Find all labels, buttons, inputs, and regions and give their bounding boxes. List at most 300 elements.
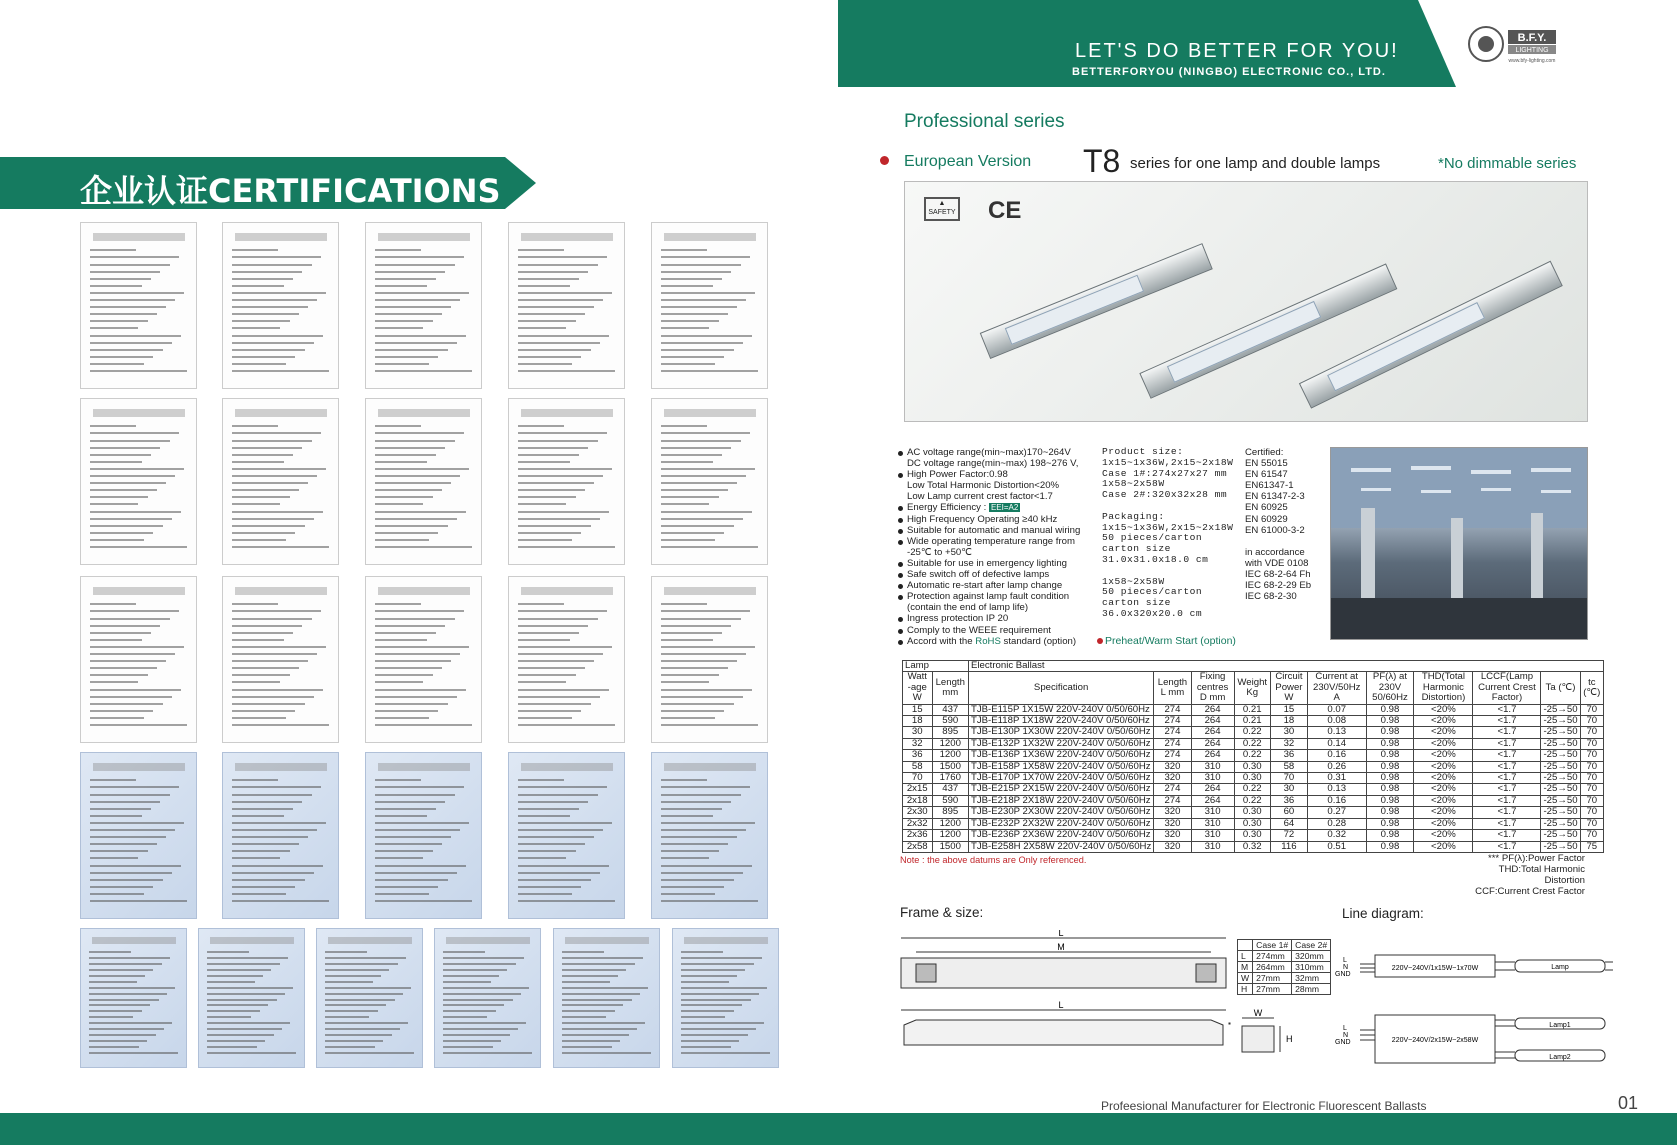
product-size-line: carton size [1102, 543, 1171, 555]
table-cell: <1.7 [1473, 818, 1541, 829]
table-cell: 0.16 [1307, 795, 1366, 806]
logo-text: B.F.Y. [1517, 32, 1547, 44]
table-header-cell: LCCF(Lamp Current Crest Factor) [1473, 672, 1541, 704]
table-cell: 264 [1191, 727, 1234, 738]
certified-line: EN 61347-2-3 [1245, 491, 1305, 503]
ce-mark: CE [988, 197, 1022, 224]
table-cell: 70 [1580, 727, 1603, 738]
certificate-thumbnail [80, 752, 197, 919]
table-cell: 70 [1580, 716, 1603, 727]
table-cell: 0.98 [1366, 738, 1414, 749]
table-header-cell: Length mm [932, 672, 968, 704]
table-cell: 2x36 [903, 830, 933, 841]
table-cell: -25→50 [1541, 750, 1580, 761]
table-header-cell: Length L mm [1154, 672, 1191, 704]
table-cell: 0.30 [1234, 818, 1270, 829]
table-header-cell: Ta (℃) [1541, 672, 1580, 704]
table-cell: <1.7 [1473, 784, 1541, 795]
certified-line: EN61347-1 [1245, 480, 1294, 492]
definition-ccf: CCF:Current Crest Factor [1475, 886, 1585, 897]
table-cell: 264 [1191, 795, 1234, 806]
product-size-line: 1x58~2x58W [1102, 575, 1165, 587]
certificate-thumbnail [316, 928, 423, 1068]
table-cell: 895 [932, 807, 968, 818]
table-cell: 1200 [932, 738, 968, 749]
table-header-cell: Current at 230V/50Hz A [1307, 672, 1366, 704]
table-note: Note : the above datums are Only referenced. [900, 855, 1087, 865]
case-cell: 28mm [1292, 984, 1331, 995]
certifications-title: 企业认证CERTIFICATIONS [80, 172, 501, 210]
table-row [903, 750, 1604, 761]
table-header-cell: Watt -age W [903, 672, 933, 704]
table-cell: TJB-E218P 2X18W 220V-240V 0/50/60Hz [969, 795, 1154, 806]
table-cell: 0.98 [1366, 818, 1414, 829]
safety-approval-logo: ▲ SAFETY [924, 197, 960, 221]
table-cell: -25→50 [1541, 841, 1580, 852]
table-cell: 320 [1154, 807, 1191, 818]
table-cell: <20% [1414, 704, 1473, 715]
table-cell: <1.7 [1473, 704, 1541, 715]
table-cell: 0.98 [1366, 841, 1414, 852]
table-row [903, 773, 1604, 784]
table-cell: 70 [1580, 807, 1603, 818]
table-cell: <1.7 [1473, 750, 1541, 761]
table-cell: TJB-E232P 2X32W 220V-240V 0/50/60Hz [969, 818, 1154, 829]
case-cell: L [1238, 951, 1253, 962]
table-cell: 264 [1191, 784, 1234, 795]
table-cell: <1.7 [1473, 795, 1541, 806]
table-cell: 36 [1270, 750, 1307, 761]
case-header-cell: Case 1# [1253, 940, 1292, 951]
table-cell: 320 [1154, 761, 1191, 772]
input-n: N [1343, 964, 1349, 971]
certificate-thumbnail [508, 752, 625, 919]
input-gnd: GND [1335, 971, 1351, 978]
certificate-thumbnail [80, 576, 197, 743]
table-row [903, 841, 1604, 852]
table-cell: 274 [1154, 784, 1191, 795]
dim-l2: L [1058, 1000, 1064, 1010]
table-cell: 1200 [932, 750, 968, 761]
table-cell: 2x15 [903, 784, 933, 795]
version-label: European Version [904, 153, 1032, 170]
table-cell: 274 [1154, 704, 1191, 715]
input-l: L [1343, 957, 1347, 964]
table-cell: 0.08 [1307, 716, 1366, 727]
table-cell: <20% [1414, 716, 1473, 727]
table-cell: 895 [932, 727, 968, 738]
table-cell: 0.98 [1366, 704, 1414, 715]
certified-line: IEC 68-2-29 Eb [1245, 580, 1312, 592]
table-cell: 70 [1580, 704, 1603, 715]
table-cell: 0.30 [1234, 807, 1270, 818]
table-cell: TJB-E130P 1X30W 220V-240V 0/50/60Hz [969, 727, 1154, 738]
table-cell: 75 [1580, 841, 1603, 852]
table-cell: 0.14 [1307, 738, 1366, 749]
table-cell: 15 [903, 704, 933, 715]
table-cell: 0.07 [1307, 704, 1366, 715]
table-cell: <20% [1414, 841, 1473, 852]
table-cell: 0.98 [1366, 807, 1414, 818]
table-row [903, 818, 1604, 829]
table-cell: 264 [1191, 716, 1234, 727]
certified-line: IEC 68-2-30 [1245, 591, 1297, 603]
energy-badge: EEI=A2 [990, 503, 1019, 513]
table-cell: 0.13 [1307, 727, 1366, 738]
table-cell: TJB-E170P 1X70W 220V-240V 0/50/60Hz [969, 773, 1154, 784]
case-cell: 274mm [1253, 951, 1292, 962]
footer-text: Profeesional Manufacturer for Electronic Fluorescent Ballasts [1101, 1099, 1427, 1113]
table-cell: 60 [1270, 807, 1307, 818]
table-row [903, 795, 1604, 806]
product-size-line: Case 1#:274x27x27 mm [1102, 467, 1228, 479]
table-cell: TJB-E118P 1X18W 220V-240V 0/50/60Hz [969, 716, 1154, 727]
certificate-thumbnail [434, 928, 541, 1068]
table-cell: <1.7 [1473, 738, 1541, 749]
slogan: LET'S DO BETTER FOR YOU! [1075, 40, 1399, 62]
table-row [903, 807, 1604, 818]
table-header-cell: Weight Kg [1234, 672, 1270, 704]
table-group-ballast: Electronic Ballast [969, 661, 1604, 672]
input-gnd: GND [1335, 1039, 1351, 1046]
table-cell: 264 [1191, 738, 1234, 749]
table-cell: 274 [1154, 716, 1191, 727]
table-cell: 58 [1270, 761, 1307, 772]
table-cell: 590 [932, 716, 968, 727]
certificate-thumbnail [80, 928, 187, 1068]
certified-line: with VDE 0108 [1245, 557, 1309, 569]
certificate-thumbnail [222, 222, 339, 389]
feature-item: Automatic re-start after lamp change [898, 580, 1098, 591]
table-cell: <1.7 [1473, 773, 1541, 784]
logo-url: www.bfy-lighting.com [1508, 58, 1556, 64]
product-size-line: Product size: [1102, 446, 1184, 457]
table-cell: <20% [1414, 795, 1473, 806]
table-cell: 320 [1154, 830, 1191, 841]
dim-h: H [1286, 1034, 1292, 1044]
table-cell: 32 [1270, 738, 1307, 749]
certificate-thumbnail [365, 222, 482, 389]
feature-list [898, 447, 1098, 647]
table-cell: 310 [1191, 761, 1234, 772]
definitions [1460, 853, 1585, 897]
table-cell: 70 [1580, 750, 1603, 761]
bullet-dot [880, 156, 889, 165]
table-cell: 70 [903, 773, 933, 784]
table-cell: 274 [1154, 738, 1191, 749]
product-size-line: 36.0x320x20.0 cm [1102, 607, 1203, 619]
certificate-thumbnail [553, 928, 660, 1068]
table-cell: 18 [1270, 716, 1307, 727]
table-cell: 310 [1191, 807, 1234, 818]
certificate-thumbnail [508, 576, 625, 743]
table-cell: 70 [1580, 738, 1603, 749]
table-cell: 274 [1154, 750, 1191, 761]
table-cell: <20% [1414, 761, 1473, 772]
table-cell: <1.7 [1473, 807, 1541, 818]
table-cell: 320 [1154, 773, 1191, 784]
table-cell: <20% [1414, 784, 1473, 795]
line-diagram [1335, 950, 1615, 1065]
certificate-thumbnail [365, 398, 482, 565]
table-cell: 0.30 [1234, 761, 1270, 772]
table-header-cell: THD(Total Harmonic Distortion) [1414, 672, 1473, 704]
product-size-line: carton size [1102, 597, 1171, 609]
table-header-cell: Specification [969, 672, 1154, 704]
table-cell: <20% [1414, 807, 1473, 818]
table-cell: 320 [1154, 841, 1191, 852]
table-cell: TJB-E236P 2X36W 220V-240V 0/50/60Hz [969, 830, 1154, 841]
table-cell: 310 [1191, 841, 1234, 852]
feature-item: Wide operating temperature range from -25℃ to +50℃ [898, 536, 1098, 558]
table-cell: 18 [903, 716, 933, 727]
table-cell: 15 [1270, 704, 1307, 715]
certified-line: EN 61000-3-2 [1245, 524, 1305, 536]
certified-line: in accordance [1245, 546, 1305, 558]
table-cell: TJB-E158P 1X58W 220V-240V 0/50/60Hz [969, 761, 1154, 772]
table-header-cell: Circuit Power W [1270, 672, 1307, 704]
dim-m: M [1057, 942, 1065, 952]
case-cell: 27mm [1253, 973, 1292, 984]
table-cell: 590 [932, 795, 968, 806]
table-cell: <1.7 [1473, 830, 1541, 841]
table-cell: 437 [932, 784, 968, 795]
feature-item: Energy Efficiency : EEI=A2 [898, 502, 1098, 513]
table-cell: <20% [1414, 750, 1473, 761]
frame-size-label: Frame & size: [900, 905, 984, 920]
table-cell: 0.26 [1307, 761, 1366, 772]
table-cell: 70 [1580, 830, 1603, 841]
table-cell: 320 [1154, 818, 1191, 829]
product-size-line: 1x58~2x58W [1102, 478, 1165, 490]
certified-line: EN 60925 [1245, 502, 1288, 514]
frame-side-drawing [1232, 1008, 1292, 1058]
feature-item: High Frequency Operating ≥40 kHz [898, 514, 1098, 525]
footer-band [0, 1113, 1677, 1145]
table-cell: 70 [1580, 784, 1603, 795]
table-row [903, 738, 1604, 749]
table-cell: 1760 [932, 773, 968, 784]
certificate-thumbnail [198, 928, 305, 1068]
table-cell: TJB-E136P 1X36W 220V-240V 0/50/60Hz [969, 750, 1154, 761]
lamp1-label: Lamp1 [1549, 1022, 1571, 1029]
certificate-thumbnail [222, 398, 339, 565]
feature-item: Suitable for use in emergency lighting [898, 558, 1098, 569]
feature-item: Safe switch off of defective lamps [898, 569, 1098, 580]
table-cell: 30 [1270, 784, 1307, 795]
table-cell: 0.51 [1307, 841, 1366, 852]
table-row [903, 784, 1604, 795]
frame-drawing [896, 930, 1236, 1055]
table-cell: 0.98 [1366, 716, 1414, 727]
certificate-thumbnail [651, 398, 768, 565]
table-cell: -25→50 [1541, 716, 1580, 727]
table-cell: 1200 [932, 818, 968, 829]
case-cell: 310mm [1292, 962, 1331, 973]
table-cell: 0.22 [1234, 750, 1270, 761]
product-size-line: 31.0x31.0x18.0 cm [1102, 553, 1209, 565]
definition-thd: THD:Total Harmonic Distortion [1498, 864, 1585, 886]
bullet-dot [1097, 638, 1103, 644]
table-cell: 0.98 [1366, 830, 1414, 841]
table-cell: -25→50 [1541, 784, 1580, 795]
table-cell: TJB-E215P 2X15W 220V-240V 0/50/60Hz [969, 784, 1154, 795]
product-size-line: Case 2#:320x32x28 mm [1102, 489, 1228, 501]
table-cell: 0.13 [1307, 784, 1366, 795]
table-group-lamp: Lamp [903, 661, 969, 672]
table-cell: 0.98 [1366, 773, 1414, 784]
model-name: T8 [1083, 143, 1121, 179]
certificate-thumbnail [222, 576, 339, 743]
table-row [903, 716, 1604, 727]
case-cell: M [1238, 962, 1253, 973]
feature-item: Protection against lamp fault condition (contain the end of lamp life) [898, 591, 1098, 613]
table-cell: 0.21 [1234, 716, 1270, 727]
table-cell: TJB-E258H 2X58W 220V-240V 0/50/60Hz [969, 841, 1154, 852]
table-cell: 70 [1580, 773, 1603, 784]
product-size-line: 1x15~1x36W,2x15~2x18W [1102, 521, 1234, 533]
single-circuit-label: 220V~240V/1x15W~1x70W [1391, 965, 1479, 972]
table-cell: 0.16 [1307, 750, 1366, 761]
table-cell: TJB-E132P 1X32W 220V-240V 0/50/60Hz [969, 738, 1154, 749]
table-cell: 70 [1580, 795, 1603, 806]
table-cell: 0.32 [1307, 830, 1366, 841]
no-dimmable-note: *No dimmable series [1438, 155, 1577, 172]
table-cell: -25→50 [1541, 807, 1580, 818]
table-cell: -25→50 [1541, 773, 1580, 784]
table-cell: 0.22 [1234, 784, 1270, 795]
case-size-table [1237, 939, 1331, 995]
table-cell: 0.30 [1234, 830, 1270, 841]
table-cell: -25→50 [1541, 795, 1580, 806]
table-cell: 30 [1270, 727, 1307, 738]
company-name: BETTERFORYOU (NINGBO) ELECTRONIC CO., LTD. [1072, 66, 1386, 78]
certificate-thumbnail [80, 398, 197, 565]
table-cell: 0.22 [1234, 727, 1270, 738]
table-cell: 0.22 [1234, 795, 1270, 806]
feature-item: High Power Factor:0.98 Low Total Harmonic Distortion<20% Low Lamp current crest factor<1.7 [898, 469, 1098, 502]
double-circuit-label: 220V~240V/2x15W~2x58W [1391, 1037, 1479, 1044]
table-cell: 310 [1191, 830, 1234, 841]
table-cell: 0.98 [1366, 750, 1414, 761]
logo-sub: LIGHTING [1515, 47, 1549, 54]
table-cell: <20% [1414, 818, 1473, 829]
case-cell: 264mm [1253, 962, 1292, 973]
table-cell: <1.7 [1473, 841, 1541, 852]
certificate-thumbnail [222, 752, 339, 919]
page-number: 01 [1618, 1093, 1639, 1113]
table-cell: 2x32 [903, 818, 933, 829]
certified-line [1245, 536, 1325, 547]
table-cell: 32 [903, 738, 933, 749]
feature-item: Ingress protection IP 20 [898, 613, 1098, 624]
certificate-thumbnail [651, 222, 768, 389]
table-cell: 64 [1270, 818, 1307, 829]
product-size-line: 1x15~1x36W,2x15~2x18W [1102, 456, 1234, 468]
ballast-image [980, 243, 1213, 359]
table-cell: 36 [1270, 795, 1307, 806]
lamp2-label: Lamp2 [1549, 1054, 1571, 1061]
table-header-cell: PF(λ) at 230V 50/60Hz [1366, 672, 1414, 704]
table-cell: 310 [1191, 818, 1234, 829]
table-cell: 116 [1270, 841, 1307, 852]
table-cell: 30 [903, 727, 933, 738]
table-cell: 0.32 [1234, 841, 1270, 852]
table-cell: 72 [1270, 830, 1307, 841]
table-cell: 0.27 [1307, 807, 1366, 818]
case-cell: 27mm [1253, 984, 1292, 995]
table-cell: <20% [1414, 727, 1473, 738]
table-cell: -25→50 [1541, 727, 1580, 738]
preheat-option: Preheat/Warm Start (option) [1105, 635, 1236, 647]
feature-item: Accord with the RoHS standard (option) [898, 636, 1098, 647]
certified-line: Certified: [1245, 447, 1284, 458]
table-cell: 0.21 [1234, 704, 1270, 715]
table-cell: 264 [1191, 704, 1234, 715]
feature-item: Suitable for automatic and manual wiring [898, 525, 1098, 536]
case-cell: W [1238, 973, 1253, 984]
certificate-thumbnail [508, 222, 625, 389]
certificate-thumbnail [672, 928, 779, 1068]
case-cell: 320mm [1292, 951, 1331, 962]
table-cell: 70 [1580, 761, 1603, 772]
case-cell: 32mm [1292, 973, 1331, 984]
model-description: series for one lamp and double lamps [1130, 155, 1381, 172]
ballast-image [1299, 261, 1563, 409]
table-cell: 0.22 [1234, 738, 1270, 749]
table-cell: 0.28 [1307, 818, 1366, 829]
table-header-cell: Fixing centres D mm [1191, 672, 1234, 704]
line-diagram-label: Line diagram: [1342, 906, 1424, 921]
table-cell: TJB-E115P 1X15W 220V-240V 0/50/60Hz [969, 704, 1154, 715]
certificate-thumbnail [365, 576, 482, 743]
table-header-cell: tc (℃) [1580, 672, 1603, 704]
table-cell: -25→50 [1541, 738, 1580, 749]
table-cell: TJB-E230P 2X30W 220V-240V 0/50/60Hz [969, 807, 1154, 818]
series-title: Professional series [904, 111, 1065, 132]
certified-line: EN 55015 [1245, 458, 1288, 470]
table-cell: 274 [1154, 727, 1191, 738]
table-cell: 2x30 [903, 807, 933, 818]
table-cell: 70 [1270, 773, 1307, 784]
certificate-thumbnail [508, 398, 625, 565]
table-cell: 70 [1580, 818, 1603, 829]
certificate-thumbnail [651, 576, 768, 743]
table-row [903, 727, 1604, 738]
certificate-thumbnail [365, 752, 482, 919]
product-size-line: 50 pieces/carton [1102, 532, 1203, 544]
table-cell: 2x18 [903, 795, 933, 806]
table-cell: -25→50 [1541, 761, 1580, 772]
certificate-thumbnail [651, 752, 768, 919]
table-cell: 0.98 [1366, 784, 1414, 795]
input-l: L [1343, 1025, 1347, 1032]
product-size-line [1102, 566, 1242, 577]
case-header-cell: Case 2# [1292, 940, 1331, 951]
table-cell: 0.98 [1366, 795, 1414, 806]
table-cell: -25→50 [1541, 830, 1580, 841]
table-cell: 36 [903, 750, 933, 761]
input-n: N [1343, 1032, 1349, 1039]
feature-item: AC voltage range(min~max)170~264V DC voltage range(min~max) 198~276 V, [898, 447, 1098, 469]
table-cell: 0.30 [1234, 773, 1270, 784]
bfy-logo [1464, 20, 1604, 72]
table-cell: 58 [903, 761, 933, 772]
dim-l: L [1058, 930, 1064, 938]
table-cell: 0.98 [1366, 761, 1414, 772]
table-cell: 437 [932, 704, 968, 715]
table-cell: 0.98 [1366, 727, 1414, 738]
